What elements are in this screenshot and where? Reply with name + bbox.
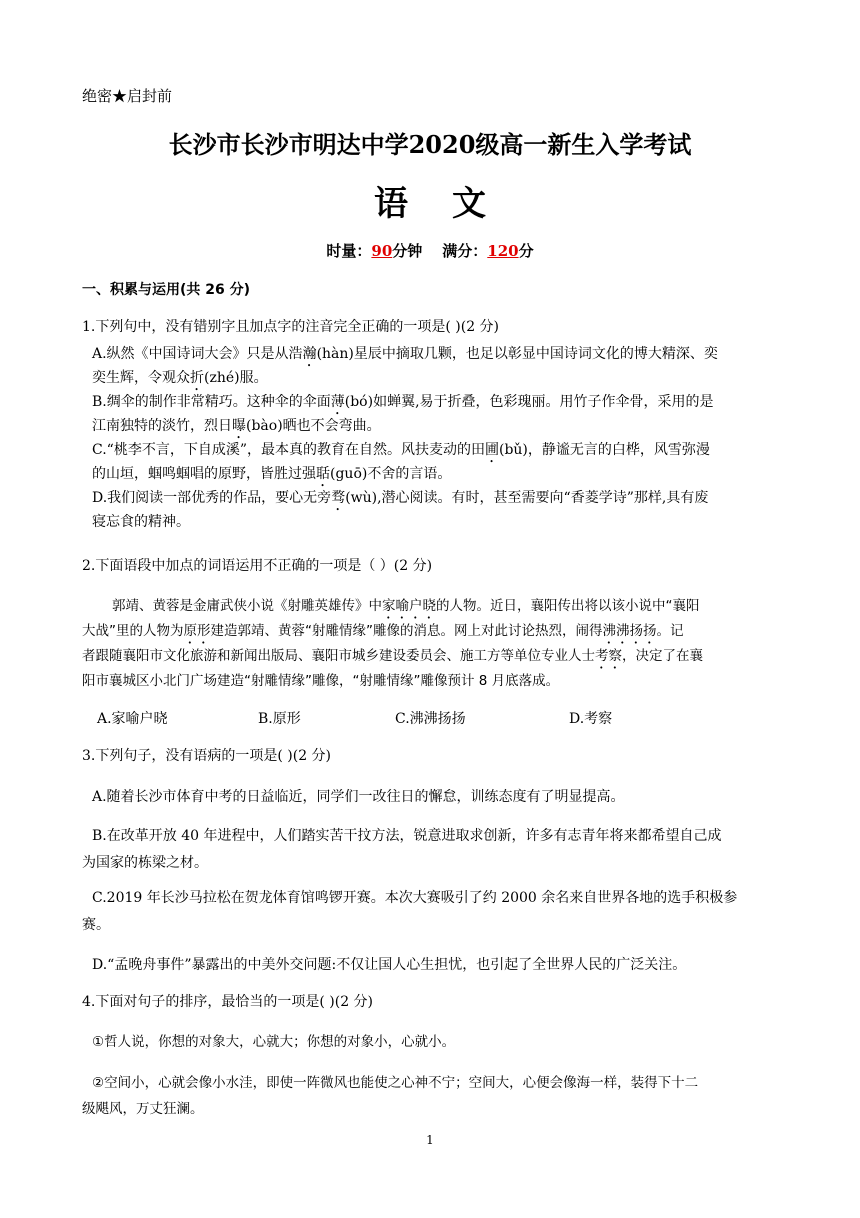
q2-option-d: D.考察 (569, 711, 613, 727)
q1-option-d-line2: 寝忘食的精神。 (92, 514, 190, 530)
time-unit: 分钟 (392, 242, 423, 260)
question-1-stem: 1.下列句中，没有错别字且加点字的注音完全正确的一项是( )(2 分) (82, 319, 500, 335)
q2-option-a: A.家喻户晓 (97, 711, 168, 727)
q3-option-b-line2: 为国家的栋梁之材。 (82, 855, 208, 871)
q2-passage-line2: 大战”里的人物为原形建造郭靖、黄蓉“射雕情缘”雕像的消息。网上对此讨论热烈，闹得沸沸扬扬。记 (82, 623, 684, 639)
q4-sentence-2-line2: 级飓风，万丈狂澜。 (82, 1101, 204, 1117)
question-3-stem: 3.下列句子，没有语病的一项是( )(2 分) (82, 748, 332, 764)
q3-option-c-line1: C.2019 年长沙马拉松在贺龙体育馆鸣锣开赛。本次大赛吸引了约 2000 余名来自世界各地的选手积极参 (92, 890, 738, 906)
page-number: 1 (426, 1133, 434, 1147)
q2-option-b: B.原形 (258, 711, 301, 727)
q2-passage-line3: 者跟随襄阳市文化旅游和新闻出版局、襄阳市城乡建设委员会、施工方等单位专业人士考察，决定了在襄 (82, 648, 703, 664)
subject-title: 语文 (374, 184, 530, 224)
q3-option-c-line2: 赛。 (82, 917, 110, 933)
q1-option-d-line1: D.我们阅读一部优秀的作品，要心无旁骛(wù),潜心阅读。有时，甚至需要向“香菱学诗”那样,具有废 (92, 490, 709, 506)
confidential-mark: 绝密★启封前 (82, 87, 173, 105)
score-unit: 分 (518, 242, 534, 260)
q4-sentence-2-line1: ②空间小，心就会像小水洼，即使一阵微风也能使之心神不宁；空间大，心便会像海一样，装得下十二 (92, 1075, 699, 1091)
q3-option-a: A.随着长沙市体育中考的日益临近，同学们一改往日的懈怠，训练态度有了明显提高。 (92, 789, 625, 805)
score-label: 满分： (442, 242, 488, 260)
q1-option-a-line1: A.纵然《中国诗词大会》只是从浩瀚(hàn)星辰中摘取几颗，也足以彰显中国诗词文化的博大精深、奕 (92, 346, 718, 362)
page-title: 长沙市长沙市明达中学2020级高一新生入学考试 (168, 130, 692, 159)
q2-passage-line1: 郭靖、黄蓉是金庸武侠小说《射雕英雄传》中家喻户晓的人物。近日，襄阳传出将以该小说中“襄阳 (112, 598, 700, 614)
question-2-stem: 2.下面语段中加点的词语运用不正确的一项是（ ）(2 分) (82, 558, 433, 574)
q1-option-c-line1: C.“桃李不言，下自成溪”，最本真的教育在自然。风扶麦动的田圃(bǔ)，静谧无言的白桦，风雪弥漫 (92, 442, 710, 458)
exam-meta (0, 240, 860, 261)
q1-option-b-line2: 江南独特的淡竹，烈日曝(bào)晒也不会弯曲。 (92, 418, 381, 434)
q2-passage-line4: 阳市襄城区小北门广场建造“射雕情缘”雕像，“射雕情缘”雕像预计 8 月底落成。 (82, 673, 560, 689)
score-value: 120 (487, 242, 519, 260)
q4-sentence-1: ①哲人说，你想的对象大，心就大；你想的对象小，心就小。 (92, 1034, 456, 1050)
q1-option-b-line1: B.绸伞的制作非常精巧。这种伞的伞面薄(bó)如蝉翼,易于折叠，色彩瑰丽。用竹子作伞骨，采用的是 (92, 394, 714, 410)
q3-option-d: D.“孟晚舟事件”暴露出的中美外交问题:不仅让国人心生担忧，也引起了全世界人民的广泛关注。 (92, 957, 687, 973)
section-heading: 一、积累与运用(共 26 分) (82, 282, 251, 298)
q2-option-c: C.沸沸扬扬 (395, 711, 466, 727)
q1-option-a-line2: 奕生辉，令观众折(zhé)服。 (92, 370, 268, 386)
question-4-stem: 4.下面对句子的排序，最恰当的一项是( )(2 分) (82, 994, 374, 1010)
time-label: 时量： (326, 242, 372, 260)
time-value: 90 (371, 242, 393, 260)
q1-option-c-line2: 的山垣，蝈鸣蝈唱的原野，皆胜过强聒(guō)不舍的言语。 (92, 466, 452, 482)
q3-option-b-line1: B.在改革开放 40 年进程中，人们踏实苦干抆方法，锐意进取求创新，许多有志青年将来都希望自己成 (92, 828, 722, 844)
